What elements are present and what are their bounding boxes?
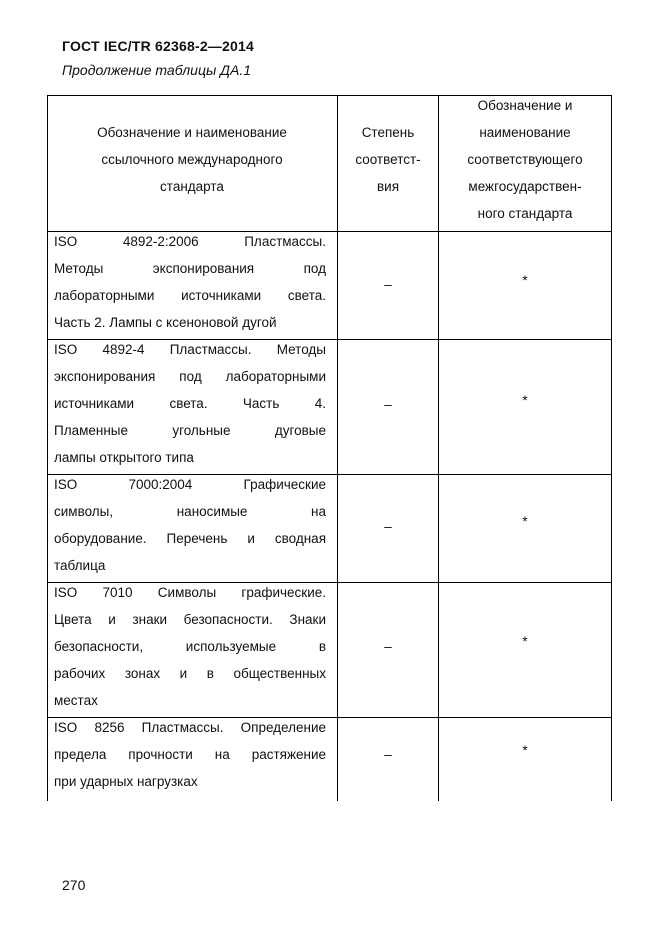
header-line: соответствующего	[467, 152, 583, 167]
standard-title: ГОСТ IEC/TR 62368-2—2014	[62, 38, 254, 54]
row-line: таблица	[54, 558, 106, 573]
header-line: ссылочного международного	[101, 152, 283, 167]
table-row-degree: –	[384, 277, 392, 292]
row-line: Цвета и знаки безопасности. Знаки	[54, 612, 326, 627]
table-row-interstate: *	[522, 514, 528, 529]
row-line: местах	[54, 693, 98, 708]
row-line: ISO 7000:2004 Графические	[54, 477, 326, 492]
table-border-right	[611, 95, 612, 801]
table-border-left	[47, 95, 48, 801]
row-line: источниками света. Часть 4.	[54, 396, 326, 411]
row-line: оборудование. Перечень и сводная	[54, 531, 326, 546]
header-line: ного стандарта	[477, 206, 573, 221]
table-row-interstate: *	[522, 743, 528, 758]
row-line: лабораторными источниками света.	[54, 288, 326, 303]
row-line: ISO 8256 Пластмассы. Определение	[54, 720, 326, 735]
table-row-reference	[54, 471, 326, 579]
table-row-reference	[54, 228, 326, 336]
row-line: ISO 7010 Символы графические.	[54, 585, 326, 600]
row-line: предела прочности на растяжение	[54, 747, 326, 762]
row-line: Пламенные угольные дуговые	[54, 423, 326, 438]
table-row-interstate: *	[522, 273, 528, 288]
column-divider	[337, 95, 338, 801]
row-line: символы, наносимые на	[54, 504, 326, 519]
table-row-reference	[54, 336, 326, 471]
row-line: ISO 4892-2:2006 Пластмассы.	[54, 234, 326, 249]
table-row-degree: –	[384, 639, 392, 654]
header-interstate-standard	[439, 92, 611, 227]
header-line: вия	[376, 179, 400, 194]
header-line: соответст-	[355, 152, 421, 167]
page-number: 270	[62, 877, 86, 893]
header-reference-standard	[47, 119, 337, 200]
table-row-degree: –	[384, 397, 392, 412]
header-line: Обозначение и	[477, 98, 573, 113]
table-row-reference	[54, 579, 326, 714]
header-line: Степень	[361, 125, 415, 140]
table-row-interstate: *	[522, 393, 528, 408]
header-line: наименование	[479, 125, 571, 140]
row-line: лампы открытого типа	[54, 450, 194, 465]
header-line: стандарта	[160, 179, 224, 194]
table-row-reference	[54, 714, 326, 795]
row-line: при ударных нагрузках	[54, 774, 198, 789]
table-row-interstate: *	[522, 634, 528, 649]
row-line: рабочих зонах и в общественных	[54, 666, 326, 681]
header-line: Обозначение и наименование	[97, 125, 287, 140]
row-line: Часть 2. Лампы с ксеноновой дугой	[54, 315, 277, 330]
table-row-degree: –	[384, 519, 392, 534]
table-continuation-caption: Продолжение таблицы ДА.1	[62, 62, 252, 78]
table-row-degree: –	[384, 747, 392, 762]
row-line: Методы экспонирования под	[54, 261, 326, 276]
row-line: экспонирования под лабораторными	[54, 369, 326, 384]
row-line: ISO 4892-4 Пластмассы. Методы	[54, 342, 326, 357]
row-line: безопасности, используемые в	[54, 639, 326, 654]
header-line: межгосударствен-	[468, 179, 582, 194]
header-degree-of-conformity	[338, 119, 438, 200]
